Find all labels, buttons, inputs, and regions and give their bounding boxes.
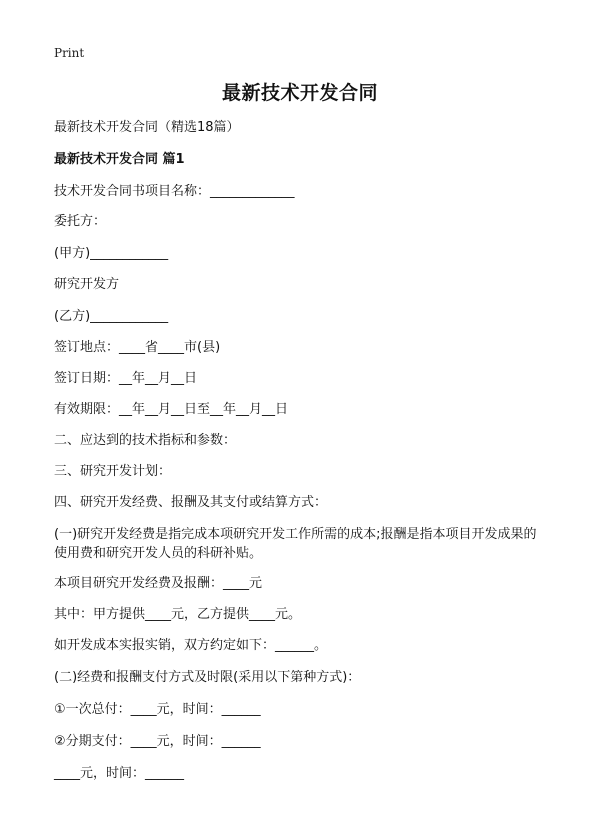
lump-sum-payment-line: ①一次总付：____元，时间：______ — [54, 702, 261, 717]
party-a-line: (甲方)____________ — [54, 246, 169, 261]
section-heading: 最新技术开发合同 篇1 — [54, 152, 185, 167]
developer-label: 研究开发方 — [54, 277, 120, 292]
payment-method-line: (二)经费和报酬支付方式及时限(采用以下第种方式)： — [54, 670, 361, 685]
funding-definition-paragraph: (一)研究开发经费是指完成本项研究开发工作所需的成本;报酬是指本项目开发成果的使用费和研究开发人员的科研补贴。 — [54, 527, 537, 561]
signing-place-line: 签订地点：____省____市(县) — [54, 340, 221, 355]
section-two-heading: 二、应达到的技术指标和参数： — [54, 433, 237, 448]
client-label: 委托方： — [54, 214, 107, 229]
section-four-heading: 四、研究开发经费、报酬及其支付或结算方式： — [54, 495, 328, 510]
project-name-line: 技术开发合同书项目名称：_____________ — [54, 184, 295, 199]
print-link[interactable]: Print — [54, 46, 85, 60]
funding-split-line: 其中：甲方提供____元，乙方提供____元。 — [54, 607, 302, 622]
section-three-heading: 三、研究开发计划： — [54, 464, 172, 479]
total-funding-line: 本项目研究开发经费及报酬：____元 — [54, 576, 263, 591]
party-b-line: (乙方)____________ — [54, 309, 169, 324]
installment-followup-line: ____元，时间：______ — [54, 766, 185, 781]
cost-reimbursement-line: 如开发成本实报实销，双方约定如下：______。 — [54, 638, 328, 653]
validity-period-line: 有效期限：__年__月__日至__年__月__日 — [54, 402, 289, 417]
document-subtitle: 最新技术开发合同（精选18篇） — [54, 120, 240, 135]
signing-date-line: 签订日期：__年__月__日 — [54, 371, 198, 386]
installment-payment-line: ②分期支付：____元，时间：______ — [54, 734, 261, 749]
document-title: 最新技术开发合同 — [221, 82, 378, 104]
